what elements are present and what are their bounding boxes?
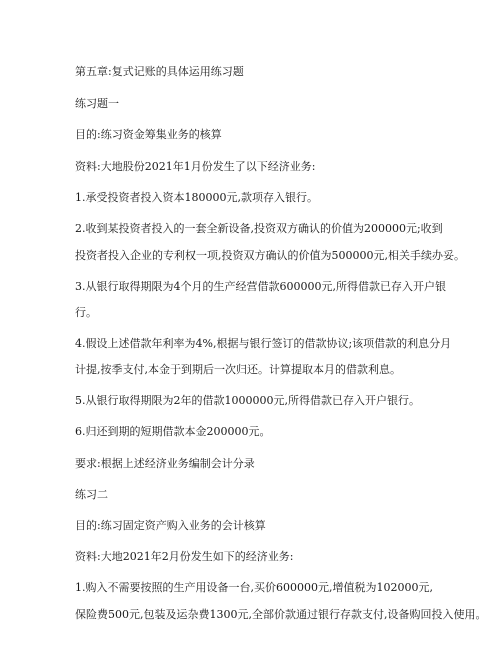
item-4-line-1: 4.假设上述借款年利率为4%,根据与银行签订的借款协议;该项借款的利息分月: [75, 337, 452, 350]
item-3-line-2: 行。: [75, 306, 97, 319]
chapter-title: 第五章:复式记账的具体运用练习题: [75, 65, 244, 78]
material-line-1: 资料:大地股份2021年1月份发生了以下经济业务:: [75, 160, 316, 173]
item-5: 5.从银行取得期限为2年的借款1000000元,所得借款已存入开户银行。: [75, 394, 420, 407]
purpose-line-2: 目的:练习固定资产购入业务的会计核算: [75, 519, 266, 532]
material-line-2: 资料:大地2021年2月份发生如下的经济业务:: [75, 550, 294, 563]
requirement-line-1: 要求:根据上述经济业务编制会计分录: [75, 457, 255, 470]
item-6: 6.归还到期的短期借款本金200000元。: [75, 425, 271, 438]
exercise-heading-1: 练习题一: [75, 97, 119, 110]
item-2-line-1: 2.收到某投资者投入的一套全新设备,投资双方确认的价值为200000元;收到: [75, 222, 443, 235]
exercise-heading-2: 练习二: [75, 488, 108, 501]
purpose-line-1: 目的:练习资金筹集业务的核算: [75, 128, 222, 141]
item-3-line-1: 3.从银行取得期限为4个月的生产经营借款600000元,所得借款已存入开户银: [75, 280, 446, 293]
item-1-line-2-ex2: 保险费500元,包装及运杂费1300元,全部价款通过银行存款支付,设备购回投入使用。: [75, 608, 487, 621]
item-1: 1.承受投资者投入资本180000元,款项存入银行。: [75, 191, 318, 204]
item-2-line-2: 投资者投入企业的专利权一项,投资双方确认的价值为500000元,相关手续办妥。: [75, 249, 465, 262]
item-1-line-1-ex2: 1.购入不需要按照的生产用设备一台,买价600000元,增值税为102000元,: [75, 581, 433, 594]
item-4-line-2: 计提,按季支付,本金于到期后一次归还。计算提取本月的借款利息。: [75, 363, 401, 376]
